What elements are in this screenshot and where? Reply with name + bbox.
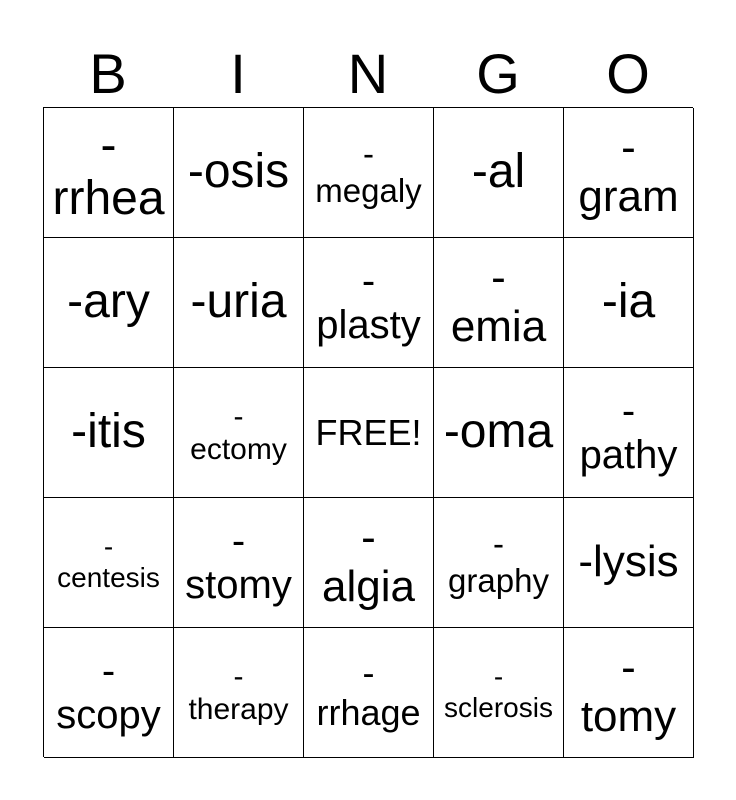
header-letter-b: B: [89, 42, 127, 105]
cell-term: -uria: [190, 275, 287, 329]
bingo-cell[interactable]: [44, 108, 174, 238]
cell-term: - tomy: [580, 643, 677, 741]
bingo-cell[interactable]: [434, 108, 564, 238]
bingo-cell[interactable]: [44, 498, 174, 628]
bingo-cell[interactable]: [434, 498, 564, 628]
bingo-cell[interactable]: [564, 368, 694, 498]
bingo-cell[interactable]: [174, 238, 304, 368]
bingo-header: [43, 42, 693, 106]
cell-term: - gram: [578, 123, 679, 221]
bingo-cell[interactable]: [304, 108, 434, 238]
cell-term: - rrhea: [52, 118, 165, 225]
free-space: FREE!: [315, 411, 422, 453]
bingo-cell[interactable]: [44, 368, 174, 498]
cell-term: -ia: [601, 275, 656, 329]
cell-term: - centesis: [57, 530, 160, 593]
cell-term: - rrhage: [316, 651, 421, 733]
bingo-cell[interactable]: [174, 498, 304, 628]
bingo-cell[interactable]: [564, 628, 694, 758]
cell-term: - therapy: [188, 659, 289, 726]
cell-term: - pathy: [579, 388, 678, 477]
cell-term: -ary: [67, 275, 150, 329]
cell-term: - stomy: [185, 518, 292, 607]
cell-term: -itis: [71, 405, 146, 459]
cell-term: - algia: [322, 513, 415, 611]
cell-term: - megaly: [315, 135, 422, 209]
bingo-cell[interactable]: [564, 238, 694, 368]
cell-term: -al: [471, 145, 526, 199]
cell-term: - sclerosis: [444, 660, 553, 723]
bingo-board: [43, 107, 693, 757]
cell-term: -osis: [187, 145, 290, 199]
bingo-cell[interactable]: [434, 628, 564, 758]
header-letter-i: I: [230, 42, 246, 105]
cell-term: - emia: [450, 253, 547, 351]
bingo-cell[interactable]: [304, 498, 434, 628]
bingo-cell[interactable]: [44, 628, 174, 758]
bingo-cell[interactable]: [304, 368, 434, 498]
bingo-cell[interactable]: [434, 238, 564, 368]
header-letter-o: O: [606, 42, 650, 105]
header-letter-n: N: [347, 42, 389, 105]
bingo-cell[interactable]: [434, 368, 564, 498]
bingo-cell[interactable]: [174, 108, 304, 238]
bingo-cell[interactable]: [564, 498, 694, 628]
cell-term: - ectomy: [190, 399, 287, 466]
cell-term: -lysis: [578, 537, 679, 587]
cell-term: - scopy: [56, 648, 161, 737]
cell-term: - graphy: [448, 525, 549, 599]
cell-term: -oma: [443, 405, 554, 459]
header-letter-g: G: [476, 42, 520, 105]
bingo-cell[interactable]: [44, 238, 174, 368]
bingo-cell[interactable]: [304, 628, 434, 758]
bingo-cell[interactable]: [564, 108, 694, 238]
cell-term: - plasty: [316, 258, 421, 347]
bingo-cell[interactable]: [174, 368, 304, 498]
bingo-cell[interactable]: [174, 628, 304, 758]
bingo-cell[interactable]: [304, 238, 434, 368]
